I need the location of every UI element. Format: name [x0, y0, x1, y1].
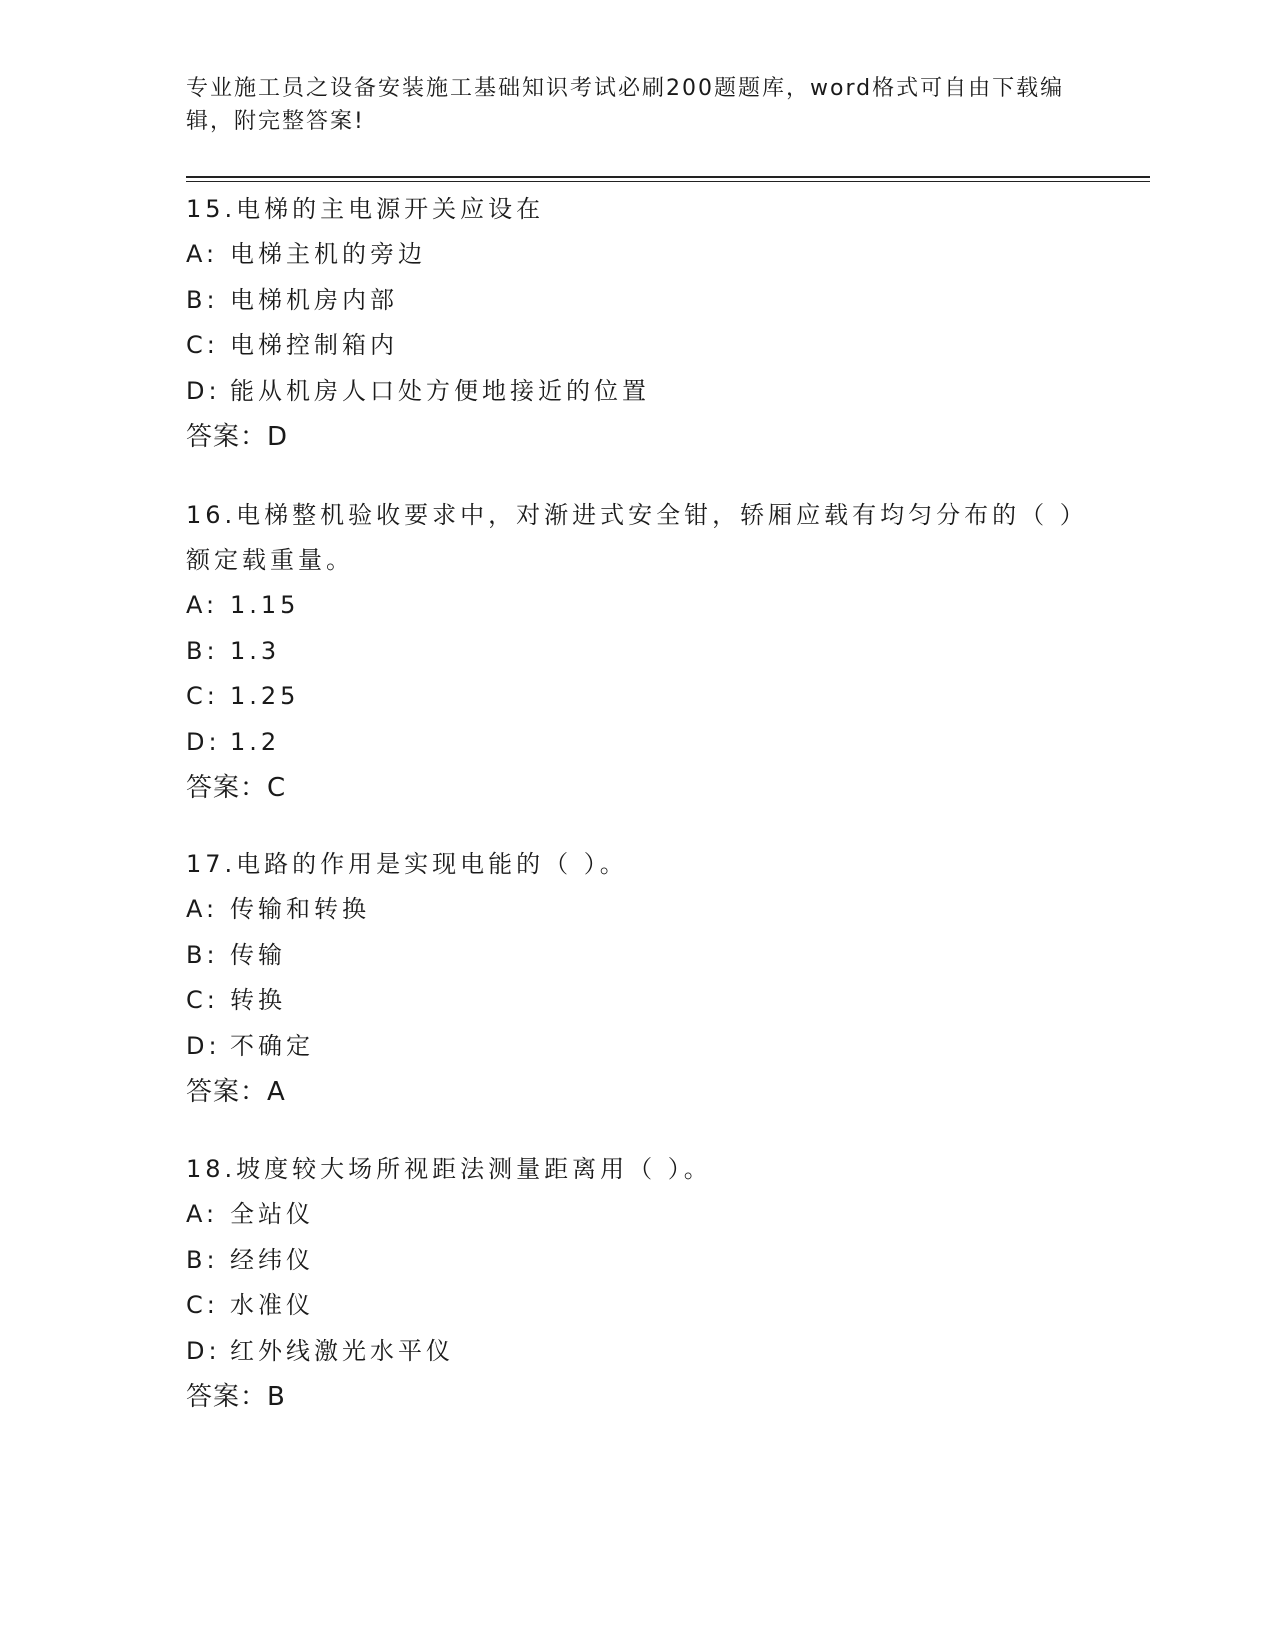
header-divider-thick — [186, 176, 1150, 178]
answer-label: 答案：B — [186, 1382, 286, 1412]
option-text: 1.3 — [230, 636, 281, 665]
option-letter: A: — [186, 895, 219, 923]
question-15 — [186, 187, 1106, 460]
option-letter: D: — [186, 727, 221, 756]
option-text: 不确定 — [230, 1031, 314, 1060]
option-d — [186, 1329, 1106, 1375]
option-letter: C: — [186, 986, 219, 1014]
answer-label: 答案：C — [186, 773, 287, 803]
document-header-title: 专业施工员之设备安装施工基础知识考试必刷200题题库，word格式可自由下载编辑，附完整答案! — [186, 76, 1065, 134]
option-text: 经纬仪 — [230, 1245, 314, 1274]
question-stem: 17.电路的作用是实现电能的（ ）。 — [186, 850, 628, 878]
option-b — [186, 1238, 1106, 1284]
option-letter: B: — [186, 1245, 219, 1274]
option-c — [186, 674, 1106, 720]
header-divider-thin — [186, 181, 1150, 182]
option-letter: C: — [186, 682, 219, 710]
option-text: 水准仪 — [230, 1291, 314, 1319]
option-a — [186, 887, 1106, 933]
option-text: 电梯机房内部 — [230, 285, 398, 314]
option-letter: A: — [186, 591, 219, 619]
option-c — [186, 1283, 1106, 1329]
option-c — [186, 978, 1106, 1024]
option-text: 电梯控制箱内 — [230, 331, 398, 359]
question-17 — [186, 842, 1106, 1115]
question-18 — [186, 1147, 1106, 1420]
option-text: 电梯主机的旁边 — [230, 240, 426, 268]
option-letter: A: — [186, 1200, 219, 1228]
option-text: 1.25 — [230, 682, 300, 710]
option-text: 转换 — [230, 986, 286, 1014]
question-stem: 18.坡度较大场所视距法测量距离用（ ）。 — [186, 1155, 712, 1183]
option-letter: B: — [186, 285, 219, 314]
option-text: 全站仪 — [230, 1200, 314, 1228]
option-d — [186, 1024, 1106, 1070]
option-letter: A: — [186, 240, 219, 268]
answer-label: 答案：D — [186, 422, 289, 452]
option-text: 传输 — [230, 940, 286, 969]
option-b — [186, 933, 1106, 979]
option-letter: B: — [186, 940, 219, 969]
option-b — [186, 278, 1106, 324]
option-text: 1.2 — [230, 727, 281, 756]
option-letter: D: — [186, 1336, 221, 1365]
option-d — [186, 720, 1106, 766]
option-letter: C: — [186, 331, 219, 359]
question-stem: 15.电梯的主电源开关应设在 — [186, 195, 545, 223]
question-16 — [186, 493, 1106, 811]
option-c — [186, 323, 1106, 369]
option-d — [186, 369, 1106, 415]
option-a — [186, 1192, 1106, 1238]
option-text: 红外线激光水平仪 — [230, 1336, 454, 1365]
option-letter: C: — [186, 1291, 219, 1319]
question-stem: 16.电梯整机验收要求中，对渐进式安全钳，轿厢应载有均匀分布的（ ）额定载重量。 — [186, 501, 1088, 574]
option-letter: B: — [186, 636, 219, 665]
option-b — [186, 629, 1106, 675]
option-text: 1.15 — [230, 591, 300, 619]
option-text: 能从机房人口处方便地接近的位置 — [230, 376, 650, 405]
option-a — [186, 232, 1106, 278]
option-text: 传输和转换 — [230, 895, 370, 923]
option-letter: D: — [186, 376, 221, 405]
option-letter: D: — [186, 1031, 221, 1060]
answer-label: 答案：A — [186, 1077, 286, 1107]
option-a — [186, 583, 1106, 629]
